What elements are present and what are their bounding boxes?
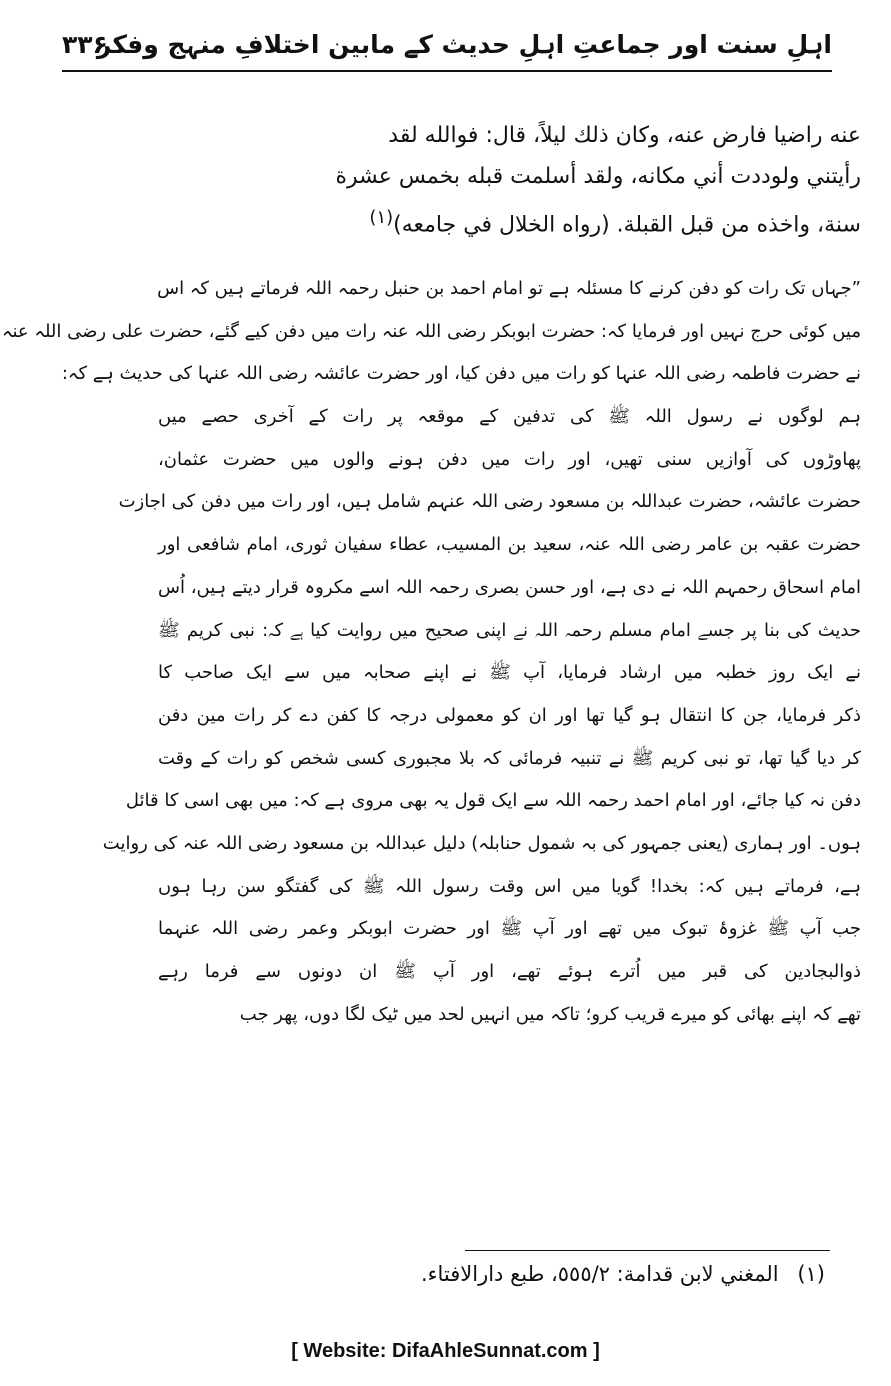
- footnote-number: (۱): [797, 1262, 825, 1286]
- urdu-line: دفن نہ کیا جائے، اور امام احمد رحمہ اللہ سے ایک قول یہ بھی مروی ہے کہ: میں بھی اسی کا قائل: [125, 790, 861, 812]
- urdu-line: کر دیا گیا تھا، تو نبی کریم ﷺ نے تنبیہ فرمائی کہ بلا مجبوری کسی شخص کو رات کے وقت: [158, 747, 861, 769]
- urdu-line: ہم لوگوں نے رسول اللہ ﷺ کی تدفین کے موقعہ پر رات کے آخری حصے میں: [158, 406, 861, 428]
- urdu-line: میں کوئی حرج نہیں اور فرمایا کہ: حضرت ابوبکر رضی اللہ عنہ رات میں دفن کیے گئے، حضرت علی رضی اللہ عنہ: [1, 320, 861, 342]
- header-divider: [62, 70, 832, 72]
- urdu-line: ہوں۔ اور ہماری (یعنی جمہور کی بہ شمول حنابلہ) دلیل عبداللہ بن مسعود رضی اللہ عنہ کی روایت: [102, 832, 861, 854]
- page-header: [62, 28, 832, 78]
- arabic-line: رأيتني ولوددت أني مكانه، ولقد أسلمت قبله بخمس عشرة: [335, 164, 861, 189]
- arabic-line: [158, 197, 861, 238]
- urdu-line: ذکر فرمایا، جن کا انتقال ہو گیا تھا اور ان کو معمولی درجہ کا کفن دے کر رات مین دفن: [158, 704, 861, 726]
- urdu-line: ”جہاں تک رات کو دفن کرنے کا مسئلہ ہے تو امام احمد بن حنبل رحمہ اللہ فرماتے ہیں کہ اس: [157, 278, 861, 299]
- website-footer: [0, 1340, 891, 1363]
- footnote-text: المغني لابن قدامة: ٥٥٥/٢، طبع دارالافتاء.: [420, 1262, 779, 1286]
- footnote-reference-marker: (۱): [369, 207, 394, 228]
- urdu-line: ہے، فرماتے ہیں کہ: بخدا! گویا میں اس وقت رسول اللہ ﷺ کی گفتگو سن رہا ہوں: [158, 875, 861, 897]
- urdu-line: جب آپ ﷺ غزوۂ تبوک میں تھے اور آپ ﷺ اور حضرت ابوبکر وعمر رضی اللہ عنہما: [158, 918, 861, 940]
- website-link[interactable]: [ Website: DifaAhleSunnat.com ]: [291, 1340, 600, 1362]
- urdu-line: حضرت عائشہ، حضرت عبداللہ بن مسعود رضی اللہ عنہم شامل ہیں، اور رات میں دفن کی اجازت: [118, 491, 861, 513]
- urdu-line: پھاوڑوں کی آوازیں سنی تھیں، اور رات میں دفن ہونے والوں میں حضرت عثمان،: [158, 448, 861, 470]
- urdu-line: امام اسحاق رحمہم اللہ نے دی ہے، اور حسن بصری رحمہ اللہ اسے مکروہ قرار دیتے ہیں، اُس: [158, 576, 861, 598]
- page-title: اہلِ سنت اور جماعتِ اہلِ حدیث کے مابین اختلافِ منہج وفکر: [96, 30, 832, 59]
- urdu-body: [1, 268, 861, 1036]
- urdu-line: نے حضرت فاطمہ رضی اللہ عنہا کو رات میں دفن کیا، اور حضرت عائشہ رضی اللہ عنہا کی حدیث ہے کہ:: [61, 363, 861, 385]
- urdu-line: حدیث کی بنا پر جسے امام مسلم رحمہ اللہ نے اپنی صحیح میں روایت کیا ہے کہ: نبی کریم ﷺ: [158, 619, 861, 641]
- footnote: [105, 1262, 825, 1286]
- arabic-line-text: سنة، واخذه من قبل القبلة. (رواه الخلال في جامعه): [393, 212, 861, 238]
- page-number: ۳۳۶: [62, 30, 108, 59]
- urdu-line: حضرت عقبہ بن عامر رضی اللہ عنہ، سعید بن المسیب، عطاء سفیان ثوری، امام شافعی اور: [158, 534, 861, 556]
- arabic-quote: [158, 115, 861, 238]
- urdu-line: ذوالبجادین کی قبر میں اُترے ہوئے تھے، اور آپ ﷺ ان دونوں سے فرما رہے: [158, 961, 861, 982]
- urdu-line: نے ایک روز خطبہ میں ارشاد فرمایا، آپ ﷺ نے اپنے صحابہ میں سے ایک صاحب کا: [158, 662, 861, 684]
- urdu-line: تھے کہ اپنے بھائی کو میرے قریب کرو؛ تاکہ میں انہیں لحد میں ٹیک لگا دوں، پھر جب: [239, 1003, 861, 1025]
- footnote-divider: [465, 1250, 830, 1251]
- arabic-line: عنه راضيا فارض عنه، وكان ذلك ليلاً، قال: فوالله لقد: [388, 123, 861, 148]
